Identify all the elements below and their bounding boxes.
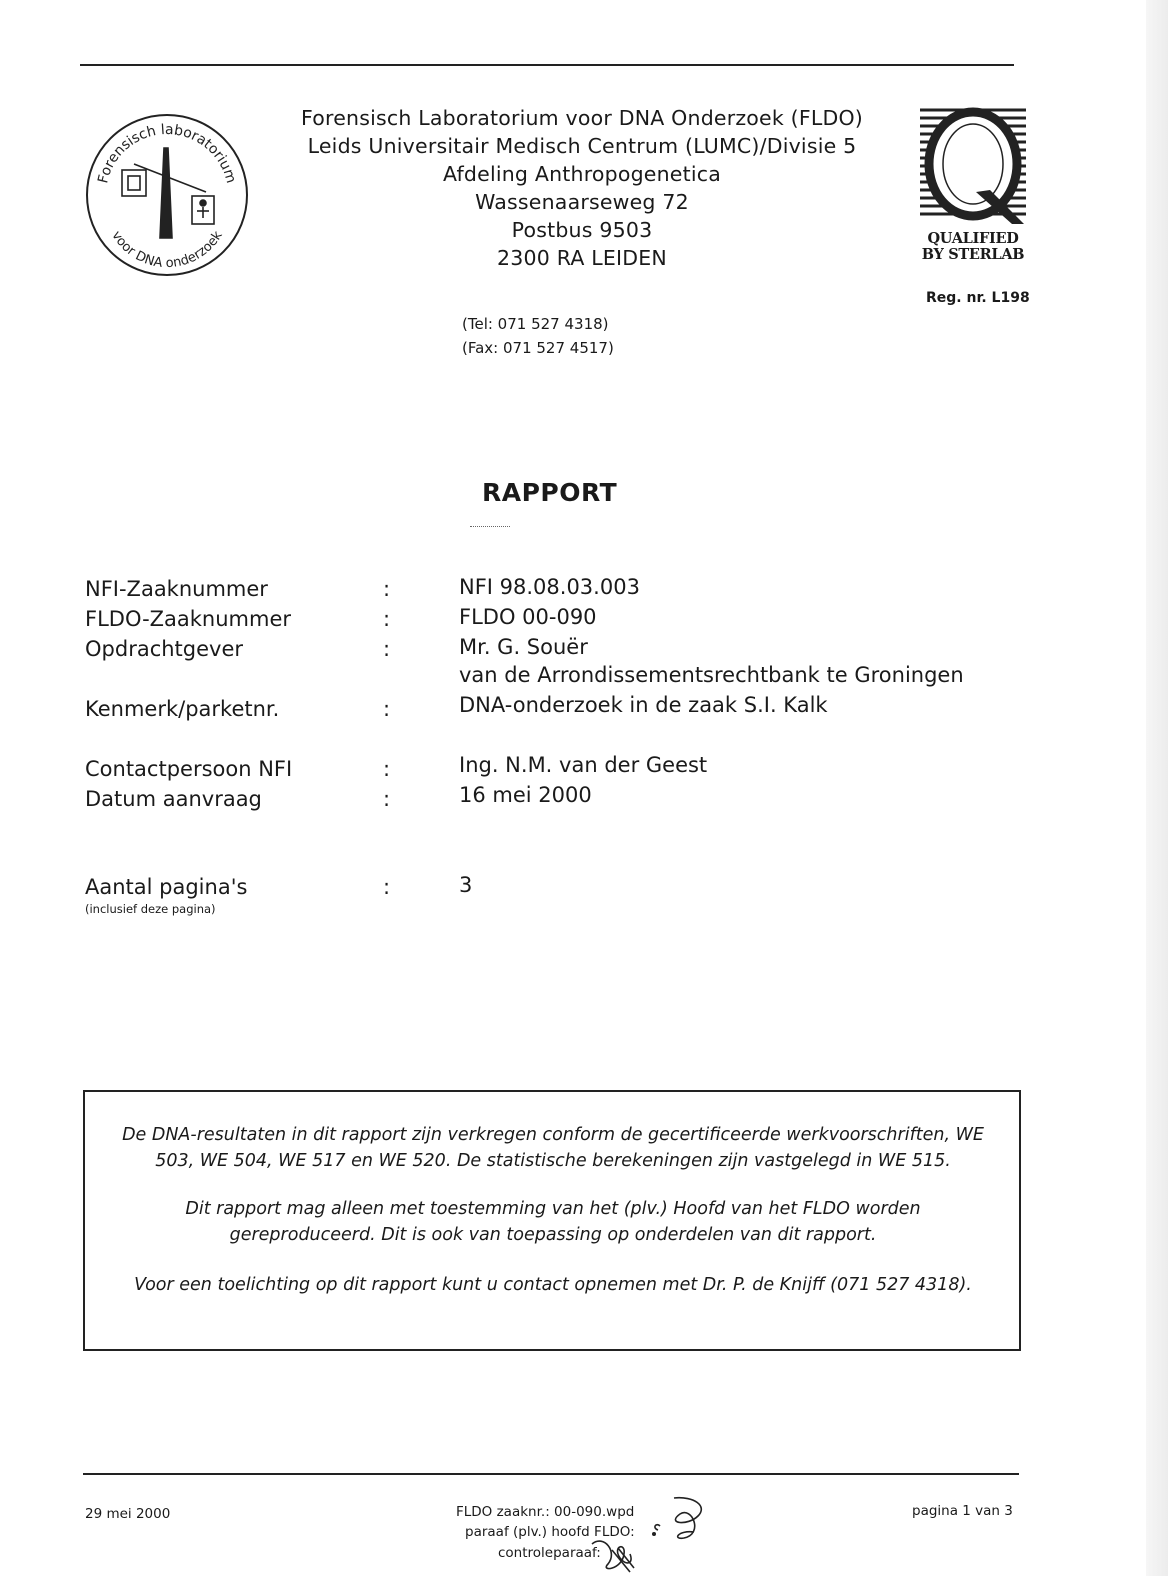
notice-paragraph: Voor een toelichting op dit rapport kunt u contact opnemen met Dr. P. de Knijff (071 527 4318).: [134, 1275, 972, 1295]
registration-number: Reg. nr. L198: [926, 290, 1030, 306]
lab-department: Afdeling Anthropogenetica: [443, 162, 721, 186]
field-value: 16 mei 2000: [459, 783, 592, 807]
document-title: RAPPORT: [482, 478, 618, 507]
top-rule: [80, 64, 1014, 66]
certification-notice: [83, 1090, 1021, 1351]
field-value: 3: [459, 873, 473, 897]
lab-city: 2300 RA LEIDEN: [497, 246, 667, 270]
footer-paraaf: paraaf (plv.) hoofd FLDO:: [465, 1524, 635, 1540]
field-label: Contactpersoon NFI: [85, 757, 293, 781]
field-label: Aantal pagina's: [85, 875, 248, 899]
handwritten-signature: [582, 1494, 722, 1574]
contact-block: [462, 312, 614, 360]
field-label: NFI-Zaaknummer: [85, 577, 268, 601]
footer-controle: controleparaaf:: [498, 1545, 601, 1561]
pages-note: (inclusief deze pagina): [85, 902, 216, 916]
fldo-logo: [84, 112, 250, 278]
field-colon: :: [383, 607, 391, 631]
lab-street: Wassenaarseweg 72: [475, 190, 689, 214]
footer-date: 29 mei 2000: [85, 1506, 171, 1522]
telephone: (Tel: 071 527 4318): [462, 315, 609, 333]
field-colon: :: [383, 757, 391, 781]
field-label: Datum aanvraag: [85, 787, 262, 811]
lab-address-block: [292, 104, 872, 272]
field-value: DNA-onderzoek in de zaak S.I. Kalk: [459, 693, 828, 717]
footer-page-number: pagina 1 van 3: [912, 1503, 1013, 1519]
svg-text:Forensisch laboratorium: Forensisch laboratorium: [95, 121, 239, 186]
footer-file: FLDO zaaknr.: 00-090.wpd: [456, 1504, 635, 1520]
field-value: FLDO 00-090: [459, 605, 597, 629]
sterlab-qualification: QUALIFIED BY STERLAB: [921, 230, 1025, 263]
notice-paragraph: Dit rapport mag alleen met toestemming van het (plv.) Hoofd van het FLDO worden gereproduceerd. Dit is ook van toepassing op onderdelen van dit rapport.: [185, 1199, 921, 1245]
lab-name: Forensisch Laboratorium voor DNA Onderzoek (FLDO): [301, 106, 863, 130]
notice-paragraph: De DNA-resultaten in dit rapport zijn verkregen conform de gecertificeerde werkvoorschriften, WE 503, WE 504, WE 517 en WE 520. De statistische berekeningen zijn vastgelegd in WE 515.: [122, 1125, 984, 1171]
field-value: Mr. G. Souër: [459, 635, 588, 659]
field-colon: :: [383, 697, 391, 721]
field-label: Kenmerk/parketnr.: [85, 697, 280, 721]
field-value: Ing. N.M. van der Geest: [459, 753, 708, 777]
scan-edge-shadow: [1146, 0, 1168, 1576]
field-colon: :: [383, 875, 391, 899]
field-value-continued: van de Arrondissementsrechtbank te Groningen: [459, 663, 964, 687]
sterlab-q-logo: [918, 106, 1028, 226]
field-colon: :: [383, 787, 391, 811]
lab-postbox: Postbus 9503: [511, 218, 653, 242]
field-label: FLDO-Zaaknummer: [85, 607, 292, 631]
field-label: Opdrachtgever: [85, 637, 244, 661]
lab-institution: Leids Universitair Medisch Centrum (LUMC)/Divisie 5: [307, 134, 857, 158]
field-colon: :: [383, 637, 391, 661]
field-colon: :: [383, 577, 391, 601]
scales-icon: [122, 148, 214, 238]
footer-rule: [83, 1473, 1019, 1475]
fax: (Fax: 071 527 4517): [462, 339, 614, 357]
svg-text:voor DNA onderzoek: voor DNA onderzoek: [108, 228, 226, 272]
field-value: NFI 98.08.03.003: [459, 575, 640, 599]
title-underline: [470, 526, 510, 528]
